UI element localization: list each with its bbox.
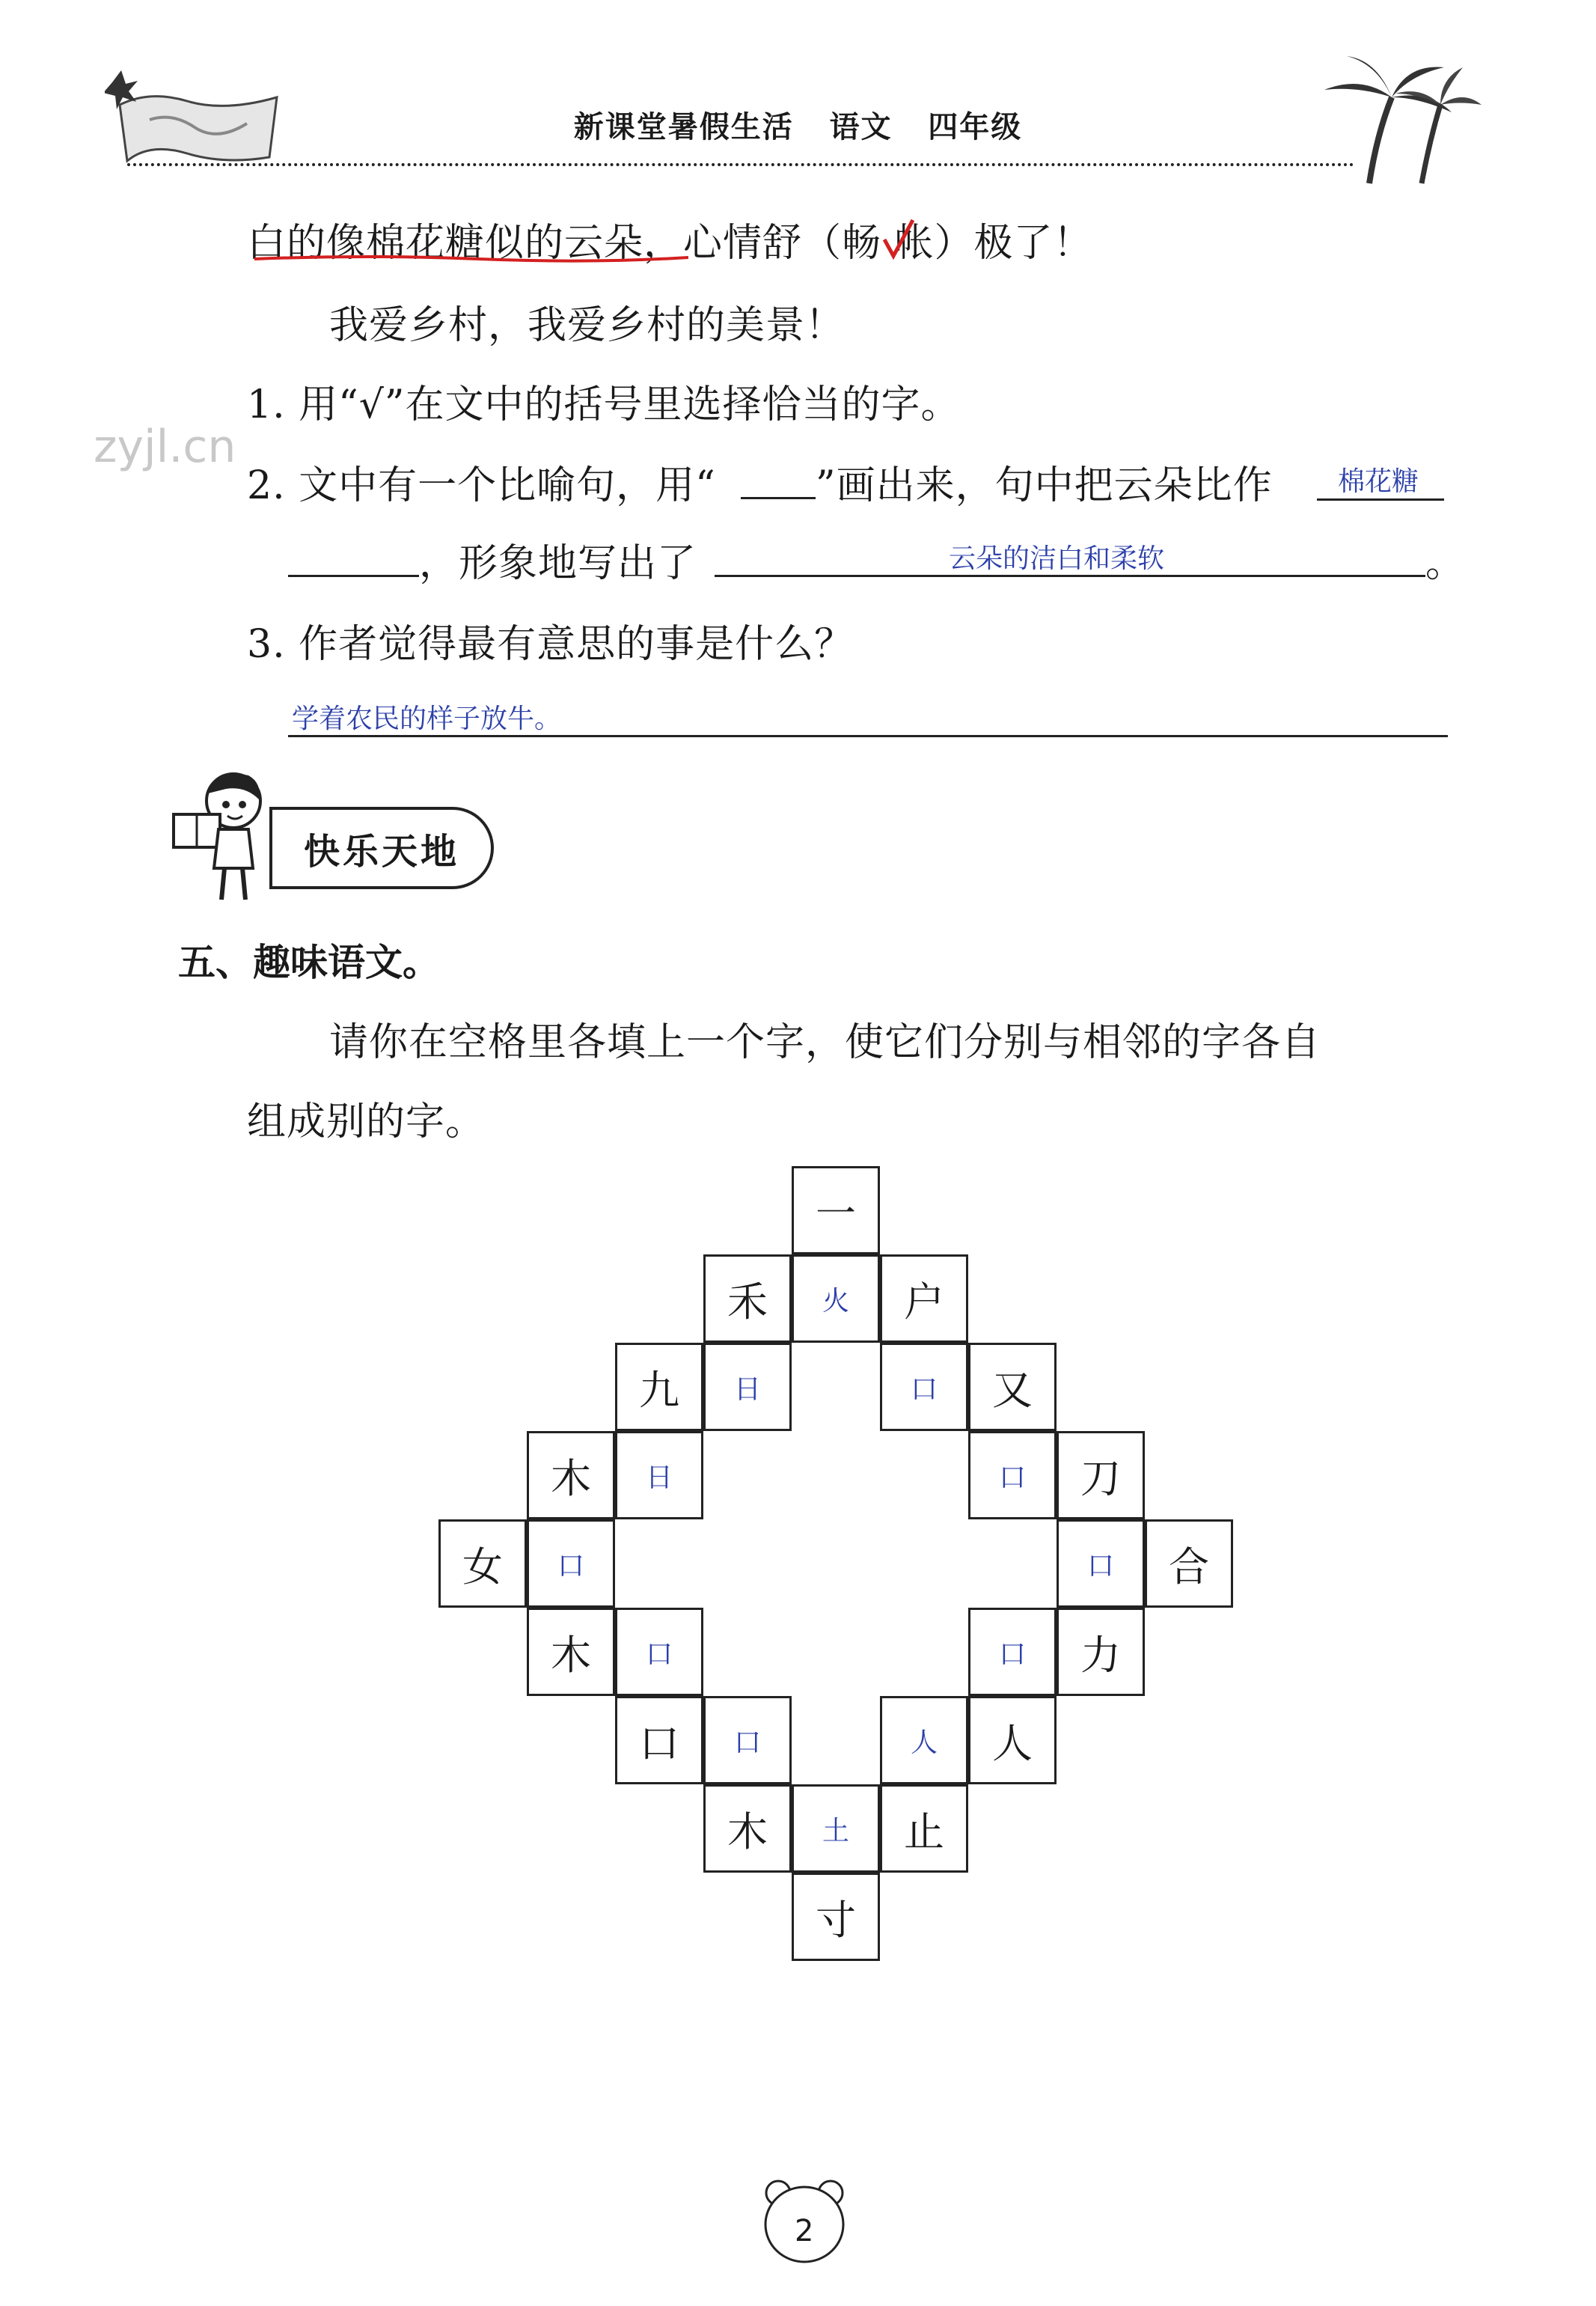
watermark: zyjl.cn bbox=[94, 421, 236, 473]
check-mark bbox=[881, 217, 916, 262]
grid-answer-cell[interactable] bbox=[968, 1608, 1057, 1696]
grid-answer-text: 口 bbox=[733, 1727, 761, 1758]
question-2-blank-2 bbox=[715, 575, 1425, 577]
grid-answer-cell[interactable] bbox=[792, 1254, 880, 1343]
instruction-line-2: 组成别的字。 bbox=[247, 1099, 486, 1144]
grid-cell bbox=[880, 1254, 968, 1343]
grid-answer-cell[interactable] bbox=[792, 1784, 880, 1873]
question-3-answer: 学着农民的样子放牛。 bbox=[292, 704, 562, 734]
grid-answer-text: 日 bbox=[645, 1462, 673, 1493]
grid-cell-text: 刀 bbox=[1080, 1454, 1121, 1502]
grid-answer-cell[interactable] bbox=[615, 1608, 703, 1696]
grid-answer-cell[interactable] bbox=[1057, 1519, 1145, 1608]
grid-answer-text: 火 bbox=[822, 1285, 849, 1317]
grid-cell-text: 口 bbox=[639, 1719, 679, 1767]
question-2-end: 。 bbox=[1425, 541, 1466, 586]
question-2-part-1: 2. 文中有一个比喻句，用“ bbox=[247, 463, 716, 508]
grid-cell bbox=[1145, 1519, 1233, 1608]
grid-cell-text: 又 bbox=[992, 1366, 1033, 1414]
grid-answer-cell[interactable] bbox=[968, 1431, 1057, 1519]
grid-answer-text: 口 bbox=[998, 1638, 1026, 1670]
grid-cell-text: 合 bbox=[1169, 1543, 1209, 1590]
passage-line-2: 我爱乡村，我爱乡村的美景！ bbox=[329, 303, 846, 348]
grid-cell bbox=[527, 1431, 615, 1519]
grid-cell-text: 木 bbox=[727, 1808, 768, 1855]
grid-cell bbox=[438, 1519, 527, 1608]
grid-cell-text: 九 bbox=[639, 1366, 679, 1414]
grid-answer-text: 日 bbox=[733, 1373, 761, 1405]
grid-cell bbox=[703, 1254, 792, 1343]
metaphor-red-underline bbox=[254, 253, 688, 263]
grid-answer-cell[interactable] bbox=[615, 1431, 703, 1519]
grid-cell bbox=[880, 1784, 968, 1873]
grid-cell-text: 木 bbox=[551, 1631, 591, 1679]
grid-cell-text: 人 bbox=[992, 1719, 1033, 1767]
grid-answer-cell[interactable] bbox=[703, 1696, 792, 1784]
grid-answer-text: 口 bbox=[557, 1550, 584, 1581]
grid-answer-text: 口 bbox=[645, 1638, 673, 1670]
grid-cell-text: 户 bbox=[904, 1278, 944, 1326]
question-3-blank bbox=[288, 735, 1448, 737]
question-2-blank-1 bbox=[1317, 498, 1444, 501]
question-2-part-2: ”画出来，句中把云朵比作 bbox=[816, 463, 1273, 508]
question-1: 1. 用“√”在文中的括号里选择恰当的字。 bbox=[247, 382, 961, 427]
grid-answer-text: 口 bbox=[1086, 1550, 1114, 1581]
instruction-line-1: 请你在空格里各填上一个字，使它们分别与相邻的字各自 bbox=[329, 1020, 1321, 1065]
section-heading: 五、趣味语文。 bbox=[178, 941, 440, 984]
grid-answer-text: 口 bbox=[998, 1462, 1026, 1493]
grid-cell-text: 力 bbox=[1080, 1631, 1121, 1679]
grid-cell bbox=[527, 1608, 615, 1696]
grid-cell bbox=[968, 1696, 1057, 1784]
question-2-answer-1: 棉花糖 bbox=[1338, 466, 1419, 497]
grid-answer-text: 人 bbox=[910, 1727, 938, 1758]
grid-cell bbox=[792, 1166, 880, 1254]
grid-answer-text: 口 bbox=[910, 1373, 938, 1405]
grid-cell bbox=[1057, 1608, 1145, 1696]
grid-cell bbox=[615, 1696, 703, 1784]
grid-cell bbox=[703, 1784, 792, 1873]
grid-cell-text: 女 bbox=[462, 1543, 503, 1590]
passage-line-1: 白的像棉花糖似的云朵，心情舒（畅 帐）极了！ bbox=[247, 221, 1093, 266]
grid-answer-cell[interactable] bbox=[527, 1519, 615, 1608]
grid-answer-cell[interactable] bbox=[880, 1696, 968, 1784]
header-divider bbox=[127, 163, 1354, 166]
grid-cell bbox=[968, 1343, 1057, 1431]
question-2-line-2: ，形象地写出了 bbox=[419, 541, 697, 586]
grid-cell-text: 一 bbox=[816, 1189, 856, 1237]
grid-cell-text: 禾 bbox=[727, 1278, 768, 1326]
grid-cell bbox=[1057, 1431, 1145, 1519]
question-2-blank-1-continued bbox=[288, 575, 419, 577]
grid-cell bbox=[615, 1343, 703, 1431]
grid-cell-text: 止 bbox=[904, 1808, 944, 1855]
grid-answer-text: 土 bbox=[822, 1815, 849, 1846]
boy-reading-icon bbox=[166, 763, 278, 906]
grid-answer-cell[interactable] bbox=[703, 1343, 792, 1431]
question-3: 3. 作者觉得最有意思的事是什么？ bbox=[247, 622, 854, 667]
question-2-answer-2: 云朵的洁白和柔软 bbox=[949, 543, 1165, 574]
grid-cell-text: 寸 bbox=[816, 1896, 856, 1944]
page-number: 2 bbox=[795, 2214, 814, 2248]
grid-cell-text: 木 bbox=[551, 1454, 591, 1502]
question-2-sample-blank bbox=[741, 497, 816, 499]
grid-cell bbox=[792, 1873, 880, 1961]
grid-answer-cell[interactable] bbox=[880, 1343, 968, 1431]
page-header-title: 新课堂暑假生活 语文 四年级 bbox=[573, 110, 1023, 144]
section-badge: 快乐天地 bbox=[269, 807, 494, 889]
